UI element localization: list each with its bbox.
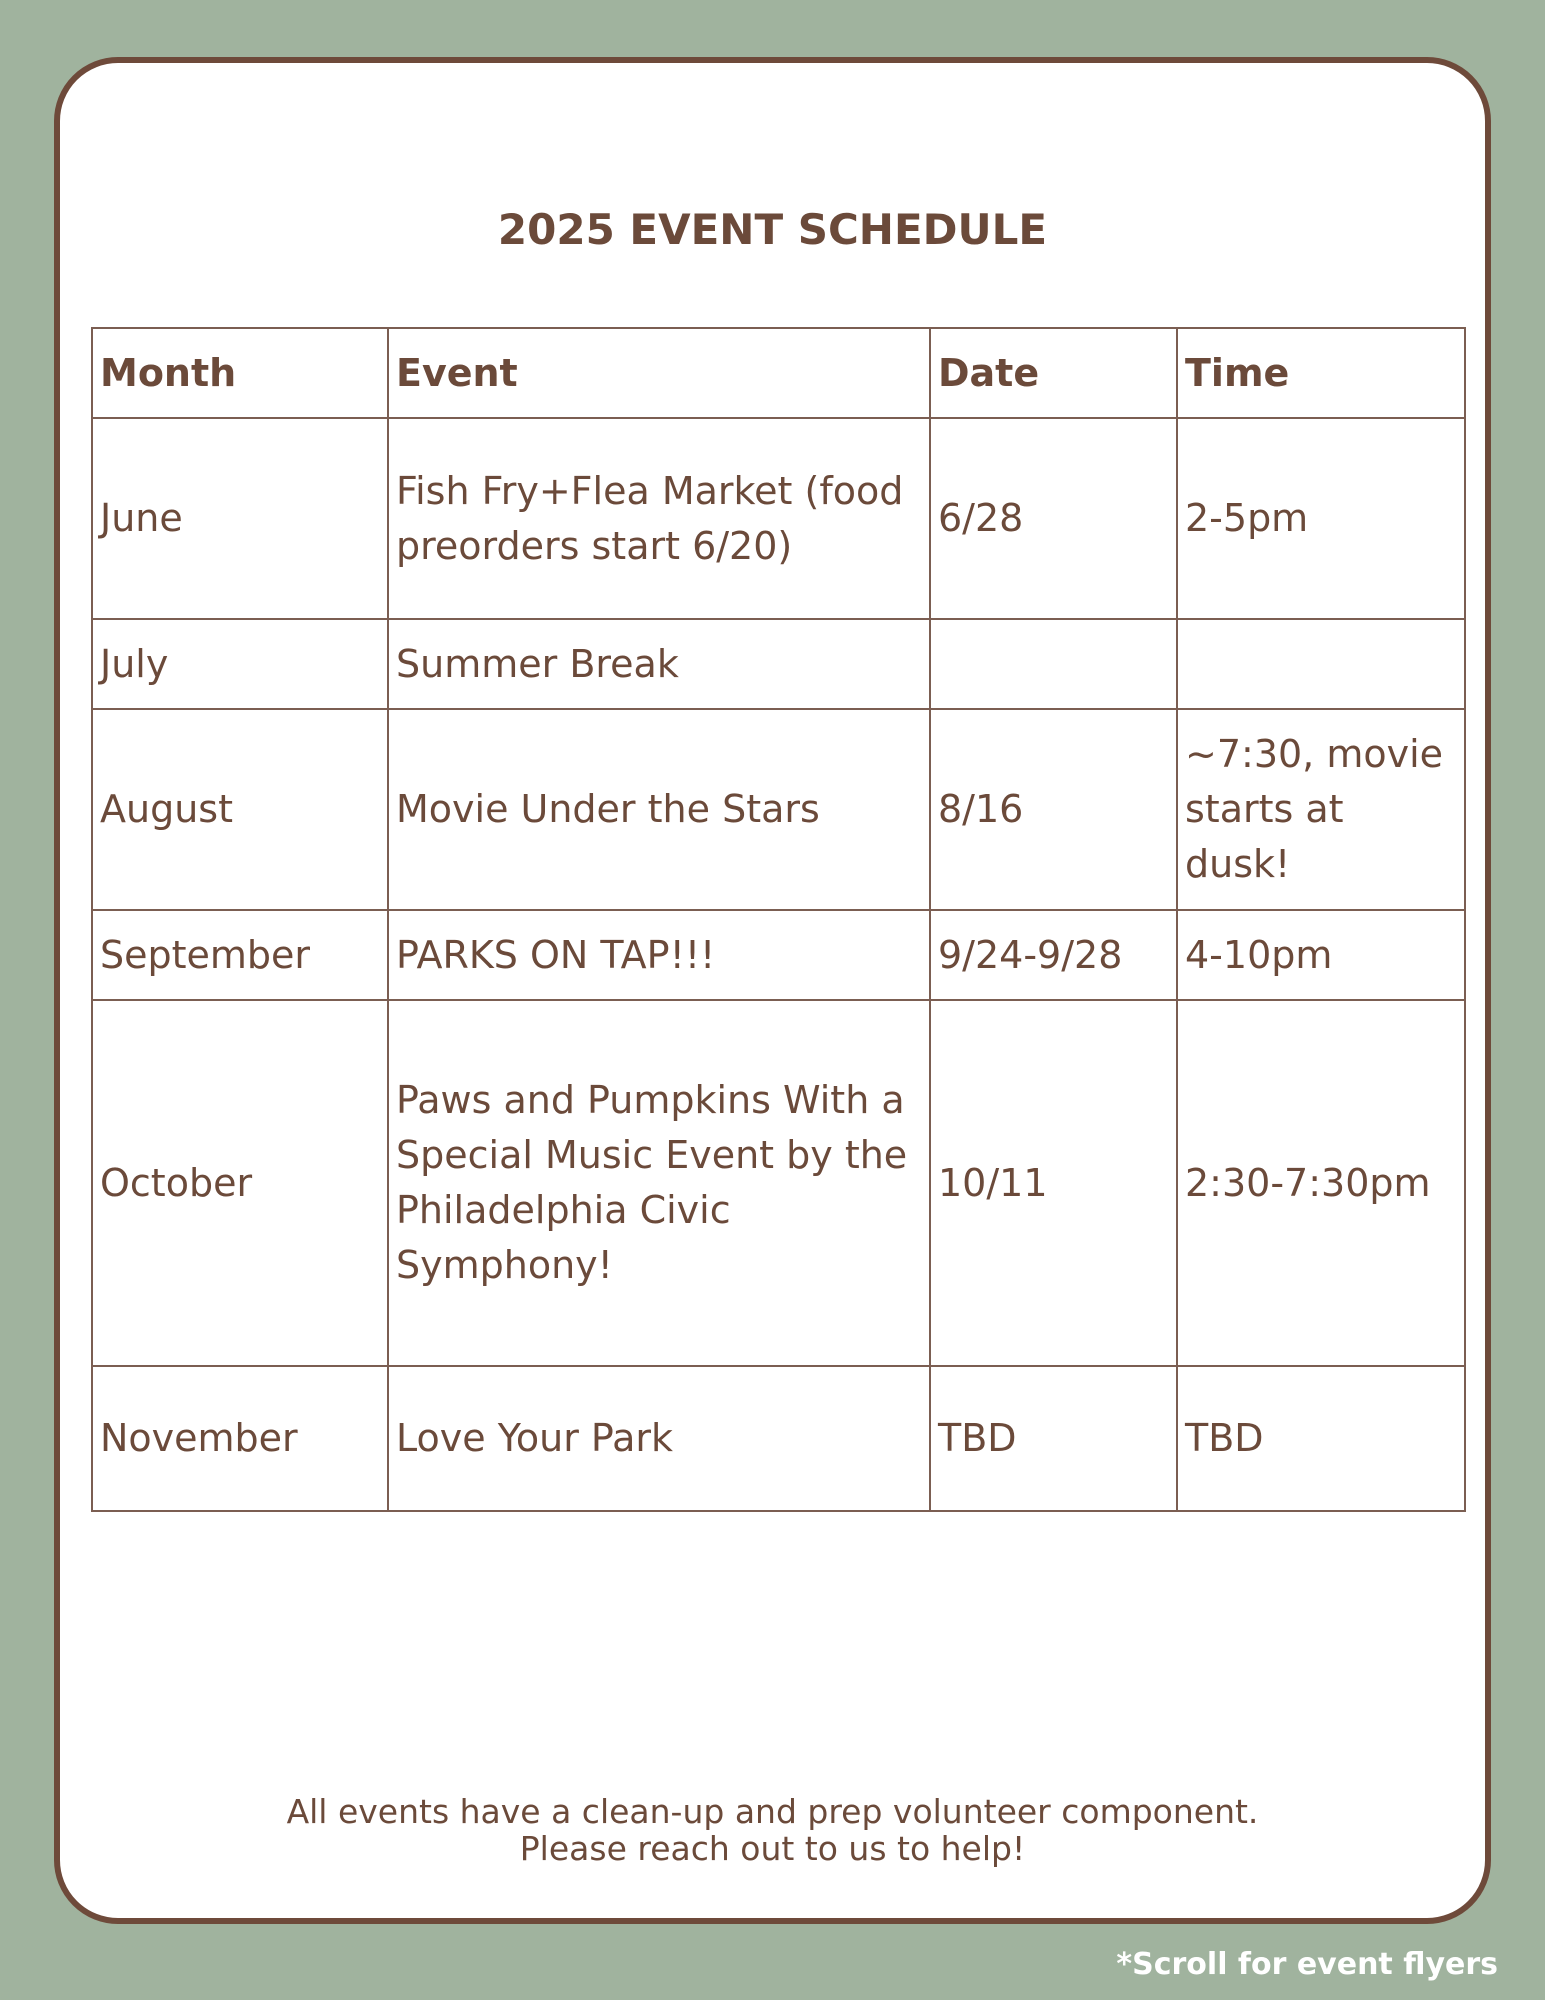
cell-month: November bbox=[92, 1366, 388, 1511]
table-header-row bbox=[92, 328, 1465, 418]
table-row bbox=[92, 619, 1465, 709]
cell-time: TBD bbox=[1177, 1366, 1465, 1511]
cell-time: 2-5pm bbox=[1177, 418, 1465, 619]
cell-event: PARKS ON TAP!!! bbox=[388, 910, 930, 1000]
header-time: Time bbox=[1177, 328, 1465, 418]
schedule-card bbox=[54, 57, 1491, 1924]
cell-date: 6/28 bbox=[930, 418, 1177, 619]
scroll-hint: *Scroll for event flyers bbox=[1116, 1947, 1498, 1982]
header-month: Month bbox=[92, 328, 388, 418]
table-row bbox=[92, 709, 1465, 910]
cell-month: October bbox=[92, 1000, 388, 1366]
cell-date: 9/24-9/28 bbox=[930, 910, 1177, 1000]
volunteer-note-line-1: All events have a clean-up and prep volunteer component. bbox=[286, 1792, 1259, 1831]
event-schedule-table bbox=[91, 327, 1466, 1512]
cell-time: 2:30-7:30pm bbox=[1177, 1000, 1465, 1366]
volunteer-note bbox=[60, 1793, 1485, 1867]
header-date: Date bbox=[930, 328, 1177, 418]
cell-event: Paws and Pumpkins With a Special Music Event by the Philadelphia Civic Symphony! bbox=[388, 1000, 930, 1366]
cell-time bbox=[1177, 619, 1465, 709]
table-row bbox=[92, 910, 1465, 1000]
cell-date: TBD bbox=[930, 1366, 1177, 1511]
cell-month: June bbox=[92, 418, 388, 619]
cell-event: Movie Under the Stars bbox=[388, 709, 930, 910]
header-event: Event bbox=[388, 328, 930, 418]
cell-time: ~7:30, movie starts at dusk! bbox=[1177, 709, 1465, 910]
table-row bbox=[92, 1366, 1465, 1511]
volunteer-note-line-2: Please reach out to us to help! bbox=[519, 1829, 1026, 1868]
cell-date bbox=[930, 619, 1177, 709]
cell-event: Love Your Park bbox=[388, 1366, 930, 1511]
table-row bbox=[92, 1000, 1465, 1366]
cell-month: August bbox=[92, 709, 388, 910]
cell-date: 10/11 bbox=[930, 1000, 1177, 1366]
cell-event: Summer Break bbox=[388, 619, 930, 709]
cell-month: September bbox=[92, 910, 388, 1000]
page-title: 2025 EVENT SCHEDULE bbox=[497, 205, 1048, 254]
cell-event: Fish Fry+Flea Market (food preorders start 6/20) bbox=[388, 418, 930, 619]
cell-date: 8/16 bbox=[930, 709, 1177, 910]
cell-time: 4-10pm bbox=[1177, 910, 1465, 1000]
table-row bbox=[92, 418, 1465, 619]
cell-month: July bbox=[92, 619, 388, 709]
